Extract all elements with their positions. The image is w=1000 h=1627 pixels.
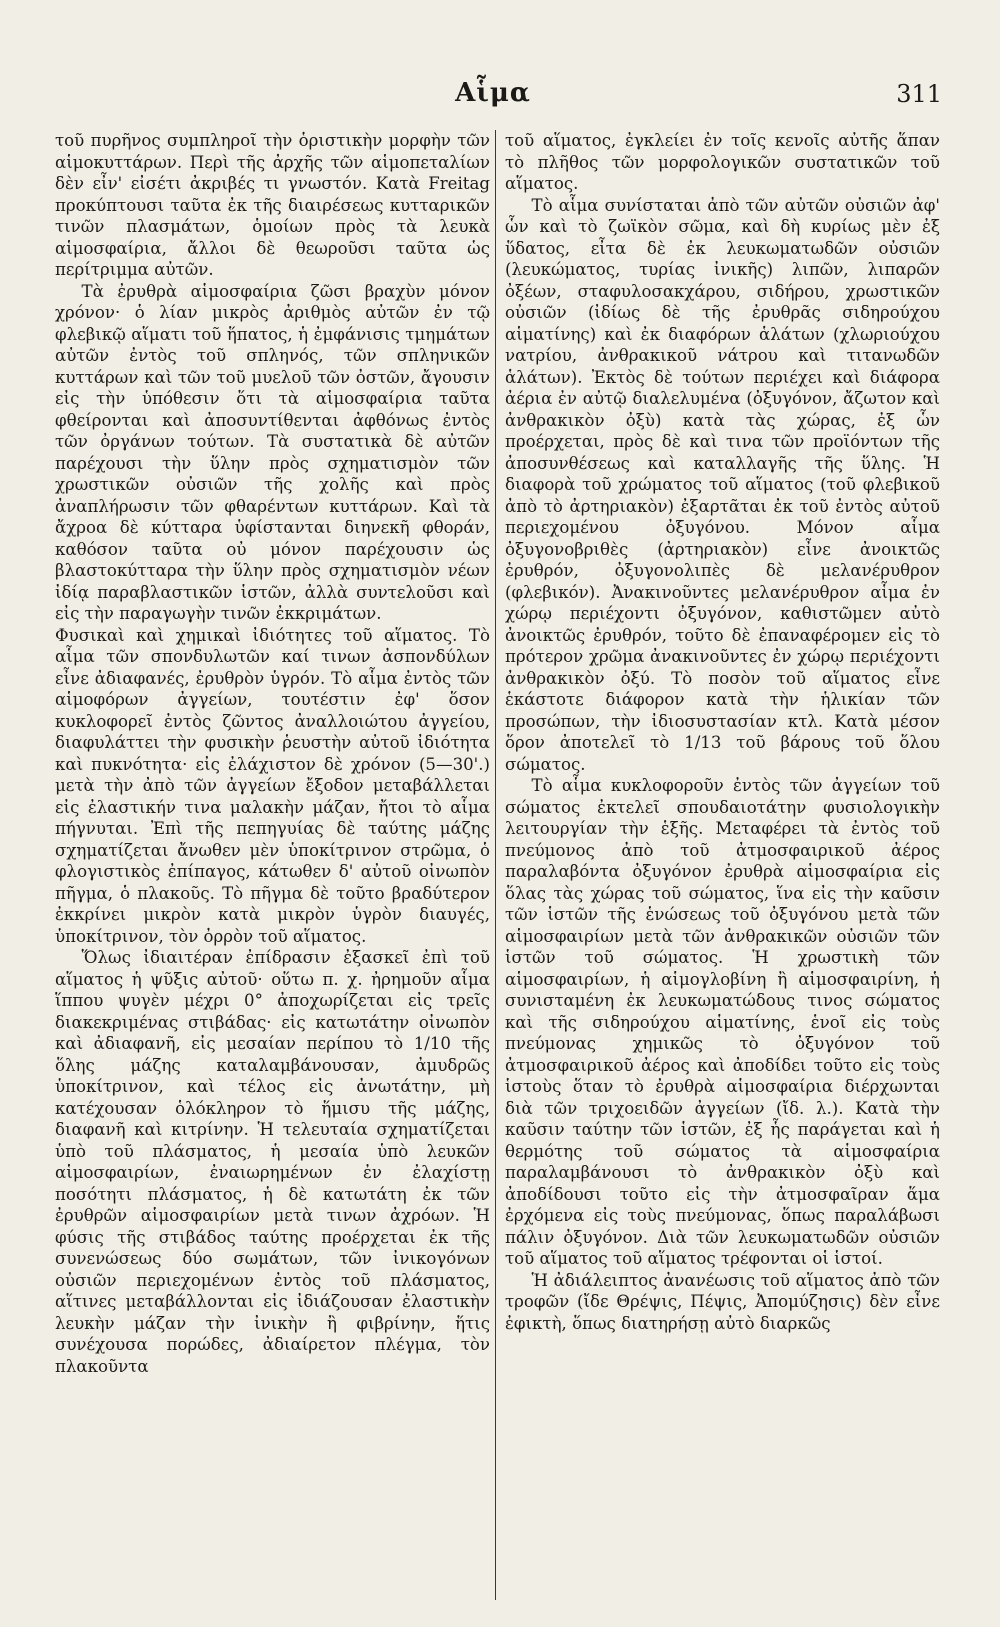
right-column [505,130,940,1605]
paragraph: Ὅλως ἰδιαιτέραν ἐπίδρασιν ἐξασκεῖ ἐπὶ τοῦ αἵματος ἡ ψῦξις αὐτοῦ· οὕτω π. χ. ἠρημοῦν αἷμα ἵππου ψυγὲν μέχρι 0° ἀποχωρίζεται εἰς τρεῖς διακεκριμένας στιβάδας· εἰς κατωτάτην οἰνωπὸν καὶ ἀδιαφανῆ, εἰς μεσαίαν περίπου τὸ 1/10 τῆς ὅλης μάζης καταλαμβάνουσαν, ἀμυδρῶς ὑποκίτρινον, καὶ τέλος εἰς ἀνωτάτην, μὴ κατέχουσαν ὁλόκληρον τὸ ἥμισυ τῆς μάζης, διαφανῆ καὶ κιτρίνην. Ἡ τελευταία σχηματίζεται ὑπὸ τοῦ πλάσματος, ἡ μεσαία ὑπὸ λευκῶν αἱμοσφαιρίων, ἐναιωρημένων ἐν ἐλαχίστῃ ποσότητι πλάσματος, ἡ δὲ κατωτάτη ἐκ τῶν ἐρυθρῶν αἱμοσφαιρίων μετὰ τινων ἀχρόων. Ἡ φύσις τῆς στιβάδος ταύτης προέρχεται ἐκ τῆς συνενώσεως δύο σωμάτων, τῶν ἰνικογόνων οὐσιῶν περιεχομένων ἐντὸς τοῦ πλάσματος, αἵτινες μεταβάλλονται εἰς ἰδιάζουσαν ἐλαστικὴν λευκὴν μάζαν τὴν ἰνικὴν ἢ φιβρίνην, ἥτις συνέχουσα πορώδες, ἀδιαίρετον πλέγμα, τὸν πλακοῦντα [55,948,490,1376]
column-divider [495,130,496,1600]
paragraph: Τὸ αἷμα κυκλοφοροῦν ἐντὸς τῶν ἀγγείων τοῦ σώματος ἐκτελεῖ σπουδαιοτάτην φυσιολογικὴν λειτουργίαν τὴν ἑξῆς. Μεταφέρει τὰ ἐντὸς τοῦ πνεύμονος ἀπὸ τοῦ ἀτμοσφαιρικοῦ ἀέρος παραλαβόντα ὀξυγόνον ἐρυθρὰ αἱμοσφαίρια εἰς ὅλας τὰς χώρας τοῦ σώματος, ἵνα εἰς τὴν καῦσιν τῶν ἱστῶν τῆς ἑνώσεως τοῦ ὀξυγόνου μετὰ τῶν αἱμοσφαιρίων μετὰ τῶν ἀνθρακικῶν οὐσιῶν τῶν ἱστῶν τοῦ σώματος. Ἡ χρωστικὴ τῶν αἱμοσφαιρίων, ἡ αἱμογλοβίνη ἢ αἱμοσφαιρίνη, ἡ συνισταμένη ἐκ λευκωματώδους τινος σώματος καὶ τῆς σιδηρούχου αἱματίνης, ἑνοῖ εἰς τοὺς πνεύμονας χημικῶς τὸ ὀξυγόνον τοῦ ἀτμοσφαιρικοῦ ἀέρος καὶ ἀποδίδει τοῦτο εἰς τοὺς ἱστοὺς ὅταν τὸ ἐρυθρὰ αἱμοσφαίρια διέρχωνται διὰ τῶν τριχοειδῶν ἀγγείων (ἴδ. λ.). Κατὰ τὴν καῦσιν ταύτην τῶν ἱστῶν, ἐξ ἧς παράγεται καὶ ἡ θερμότης τοῦ σώματος τὰ αἱμοσφαίρια παραλαμβάνουσι τὸ ἀνθρακικὸν ὀξὺ καὶ ἀποδίδουσι τοῦτο εἰς τὴν ἀτμοσφαῖραν ἅμα ἐρχόμενα εἰς τοὺς πνεύμονας, ὅπως παραλάβωσι πάλιν ὀξυγόνον. Διὰ τῶν λευκωματωδῶν οὐσιῶν τοῦ αἵματος τοῦ αἵματος τρέφονται οἱ ἱστοί. [505,776,940,1268]
paragraph: Τὰ ἐρυθρὰ αἱμοσφαίρια ζῶσι βραχὺν μόνον χρόνον· ὁ λίαν μικρὸς ἀριθμὸς αὐτῶν ἐν τῷ φλεβικῷ αἵματι τοῦ ἥπατος, ἡ ἐμφάνισις τμημάτων αὐτῶν ἐντὸς τοῦ σπληνός, τῶν σπληνικῶν κυττάρων καὶ τῶν τοῦ μυελοῦ τῶν ὀστῶν, ἄγουσιν εἰς τὴν ὑπόθεσιν ὅτι τὰ αἱμοσφαίρια ταῦτα φθείρονται καὶ ἀποσυντίθενται ἀφθόνως ἐντὸς τῶν ὀργάνων τούτων. Τὰ συστατικὰ δὲ αὐτῶν παρέχουσι τὴν ὕλην πρὸς σχηματισμὸν τῶν χρωστικῶν οὐσιῶν τῆς χολῆς καὶ πρὸς ἀναπλήρωσιν τῶν φθαρέντων κυττάρων. Καὶ τὰ ἄχροα δὲ κύτταρα ὑφίστανται διηνεκῆ φθοράν, καθόσον ταῦτα οὐ μόνον παρέχουσιν ὡς βλαστοκύτταρα τὴν ὕλην πρὸς σχηματισμὸν νέων ἰδίᾳ παραβλαστικῶν ἱστῶν, ἀλλὰ συντελοῦσι καὶ εἰς τὴν παραγωγὴν τινῶν ἐκκριμάτων. [55,281,490,623]
paragraph: τοῦ αἵματος, ἐγκλείει ἐν τοῖς κενοῖς αὐτῆς ἅπαν τὸ πλῆθος τῶν μορφολογικῶν συστατικῶν τοῦ αἵματος. [505,131,940,193]
page-header [44,78,942,108]
paragraph: Φυσικαὶ καὶ χημικαὶ ἰδιότητες τοῦ αἵματος. Τὸ αἷμα τῶν σπονδυλωτῶν καί τινων ἀσπονδύλων εἶνε ἀδιαφανές, ἐρυθρὸν ὑγρόν. Τὸ αἷμα ἐντὸς τῶν αἱμοφόρων ἀγγείων, τουτέστιν ἐφ' ὅσον κυκλοφορεῖ ἐντὸς ζῶντος ἀναλλοιώτου ἀγγείου, διαφυλάττει τὴν φυσικὴν ῥευστὴν αὐτοῦ ἰδιότητα καὶ πυκνότητα· εἰς ἐλάχιστον δὲ χρόνον (5—30'.) μετὰ τὴν ἀπὸ τῶν ἀγγείων ἔξοδον μεταβάλλεται εἰς ἐλαστικήν τινα μαλακὴν μάζαν, ἤτοι τὸ αἷμα πήγνυται. Ἐπὶ τῆς πεπηγυίας δὲ ταύτης μάζης σχηματίζεται ἄνωθεν μὲν ὑποκίτρινον στρῶμα, ὁ φλογιστικὸς ἐπίπαγος, κάτωθεν δ' αὐτοῦ οἰνωπὸν πῆγμα, ὁ πλακοῦς. Τὸ πῆγμα δὲ τοῦτο βραδύτερον ἐκκρίνει μικρὸν κατὰ μικρὸν ὑγρὸν διαυγές, ὑποκίτρινον, τὸν ὀρρὸν τοῦ αἵματος. [55,625,490,946]
paragraph: Τὸ αἷμα συνίσταται ἀπὸ τῶν αὐτῶν οὐσιῶν ἀφ' ὧν καὶ τὸ ζωϊκὸν σῶμα, καὶ δὴ κυρίως μὲν ἐξ ὕδατος, εἶτα δὲ ἐκ λευκωματωδῶν οὐσιῶν (λευκώματος, τυρίας ἰνικῆς) λιπῶν, λιπαρῶν ὀξέων, σταφυλοσακχάρου, σιδήρου, χρωστικῶν οὐσιῶν (ἰδίως δὲ τῆς ἐρυθρᾶς σιδηρούχου αἱματίνης) καὶ ἐκ διαφόρων ἁλάτων (χλωριούχου νατρίου, ἀνθρακικοῦ νάτρου καὶ τιτανωδῶν ἁλάτων). Ἐκτὸς δὲ τούτων περιέχει καὶ διάφορα ἀέρια ἐν αὐτῷ διαλελυμένα (ὀξυγόνον, ἄζωτον καὶ ἀνθρακικὸν ὀξὺ) κατὰ τὰς χώρας, ἐξ ὧν προέρχεται, πρὸς δὲ καὶ τινα τῶν προϊόντων τῆς ἀποσυνθέσεως καὶ καταλλαγῆς τῆς ὕλης. Ἡ διαφορὰ τοῦ χρώματος τοῦ αἵματος (τοῦ φλεβικοῦ ἀπὸ τὸ ἀρτηριακὸν) ἐξαρτᾶται ἐκ τοῦ ἐντὸς αὐτοῦ περιεχομένου ὀξυγόνου. Μόνον αἷμα ὀξυγονοβριθὲς (ἀρτηριακὸν) εἶνε ἀνοικτῶς ἐρυθρόν, ὀξυγονολιπὲς δὲ μελανέρυθρον (φλεβικόν). Ἀνακινοῦντες μελανέρυθρον αἷμα ἐν χώρῳ περιέχοντι ὀξυγόνον, καθιστῶμεν αὐτὸ ἀνοικτῶς ἐρυθρόν, τοῦτο δὲ ἐπαναφέρομεν εἰς τὸ πρότερον χρῶμα ἀνακινοῦντες ἐν χώρῳ περιέχοντι ἀνθρακικὸν ὀξύ. Τὸ ποσὸν τοῦ αἵματος εἶνε ἑκάστοτε διάφορον κατὰ τὴν ἡλικίαν τῶν προσώπων, τὴν ἰδιοσυστασίαν κτλ. Κατὰ μέσον ὅρον ἀποτελεῖ τὸ 1/13 τοῦ βάρους τοῦ ὅλου σώματος. [505,195,940,774]
left-column [55,130,490,1605]
running-head: Αἷμα [455,78,531,108]
page-number: 311 [896,80,942,108]
paragraph: τοῦ πυρῆνος συμπληροῖ τὴν ὁριστικὴν μορφὴν τῶν αἱμοκυττάρων. Περὶ τῆς ἀρχῆς τῶν αἱμοπεταλίων δὲν εἶν' εἰσέτι ἀκριβές τι γνωστόν. Κατὰ Freitag προκύπτουσι ταῦτα ἐκ τῆς διαιρέσεως κυτταρικῶν τινῶν πλασμάτων, ὁμοίων πρὸς τὰ λευκὰ αἱμοσφαίρια, ἄλλοι δὲ θεωροῦσι ταῦτα ὡς περίτριμμα αὐτῶν. [55,131,490,279]
paragraph: Ἡ ἀδιάλειπτος ἀνανέωσις τοῦ αἵματος ἀπὸ τῶν τροφῶν (ἴδε Θρέψις, Πέψις, Ἀπομύζησις) δὲν εἶνε ἐφικτὴ, ὅπως διατηρήσῃ αὐτὸ διαρκῶς [505,1270,940,1333]
